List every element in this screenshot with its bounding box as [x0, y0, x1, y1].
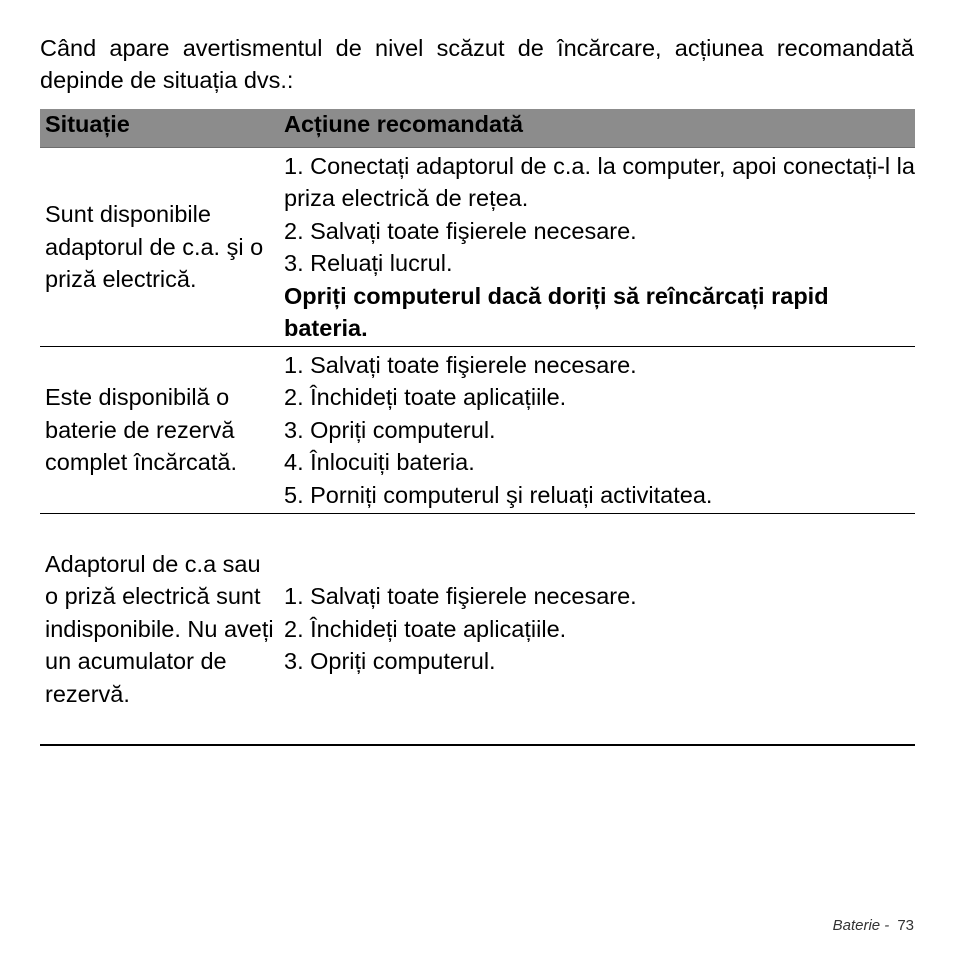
- action-step: 2. Salvați toate fişierele necesare.: [284, 217, 637, 244]
- table-row: [40, 148, 915, 347]
- action-note: Opriți computerul dacă doriți să reîncărcați rapid bateria.: [284, 282, 829, 341]
- intro-paragraph: Când apare avertismentul de nivel scăzut de încărcare, acțiunea recomandată depinde de situația dvs.:: [40, 35, 914, 93]
- action-step: 3. Opriți computerul.: [284, 648, 496, 675]
- page-footer: [833, 917, 914, 934]
- action-steps: [284, 150, 915, 280]
- action-cell: [279, 148, 915, 347]
- action-step: 1. Conectați adaptorul de c.a. la computer, apoi conectați-l la priza electrică de rețea.: [284, 152, 915, 211]
- situation-cell: Este disponibilă o baterie de rezervă complet încărcată.: [40, 347, 279, 514]
- table-header-row: [40, 109, 915, 148]
- action-cell: [279, 347, 915, 514]
- situation-cell: Sunt disponibile adaptorul de c.a. şi o priză electrică.: [40, 148, 279, 347]
- action-step: 1. Salvați toate fişierele necesare.: [284, 583, 637, 610]
- action-steps: [284, 349, 915, 512]
- action-step: 2. Închideți toate aplicațiile.: [284, 384, 567, 411]
- action-cell: [279, 514, 915, 746]
- table-row: [40, 347, 915, 514]
- situation-cell: Adaptorul de c.a sau o priză electrică sunt indisponibile. Nu aveți un acumulator de rezervă.: [40, 514, 279, 746]
- table-row: [40, 514, 915, 746]
- action-step: 3. Reluați lucrul.: [284, 250, 453, 276]
- battery-action-table: [40, 109, 915, 746]
- action-step: 1. Salvați toate fişierele necesare.: [284, 351, 637, 378]
- footer-section: Baterie -: [832, 917, 890, 934]
- page-number: 73: [897, 917, 914, 934]
- header-situation: Situație: [40, 109, 279, 148]
- action-step: 3. Opriți computerul.: [284, 416, 496, 443]
- header-action: Acțiune recomandată: [279, 109, 915, 148]
- action-step: 2. Închideți toate aplicațiile.: [284, 615, 567, 642]
- action-steps: [284, 580, 915, 678]
- action-step: 5. Porniți computerul şi reluați activitatea.: [284, 481, 713, 508]
- action-step: 4. Înlocuiți bateria.: [284, 449, 475, 476]
